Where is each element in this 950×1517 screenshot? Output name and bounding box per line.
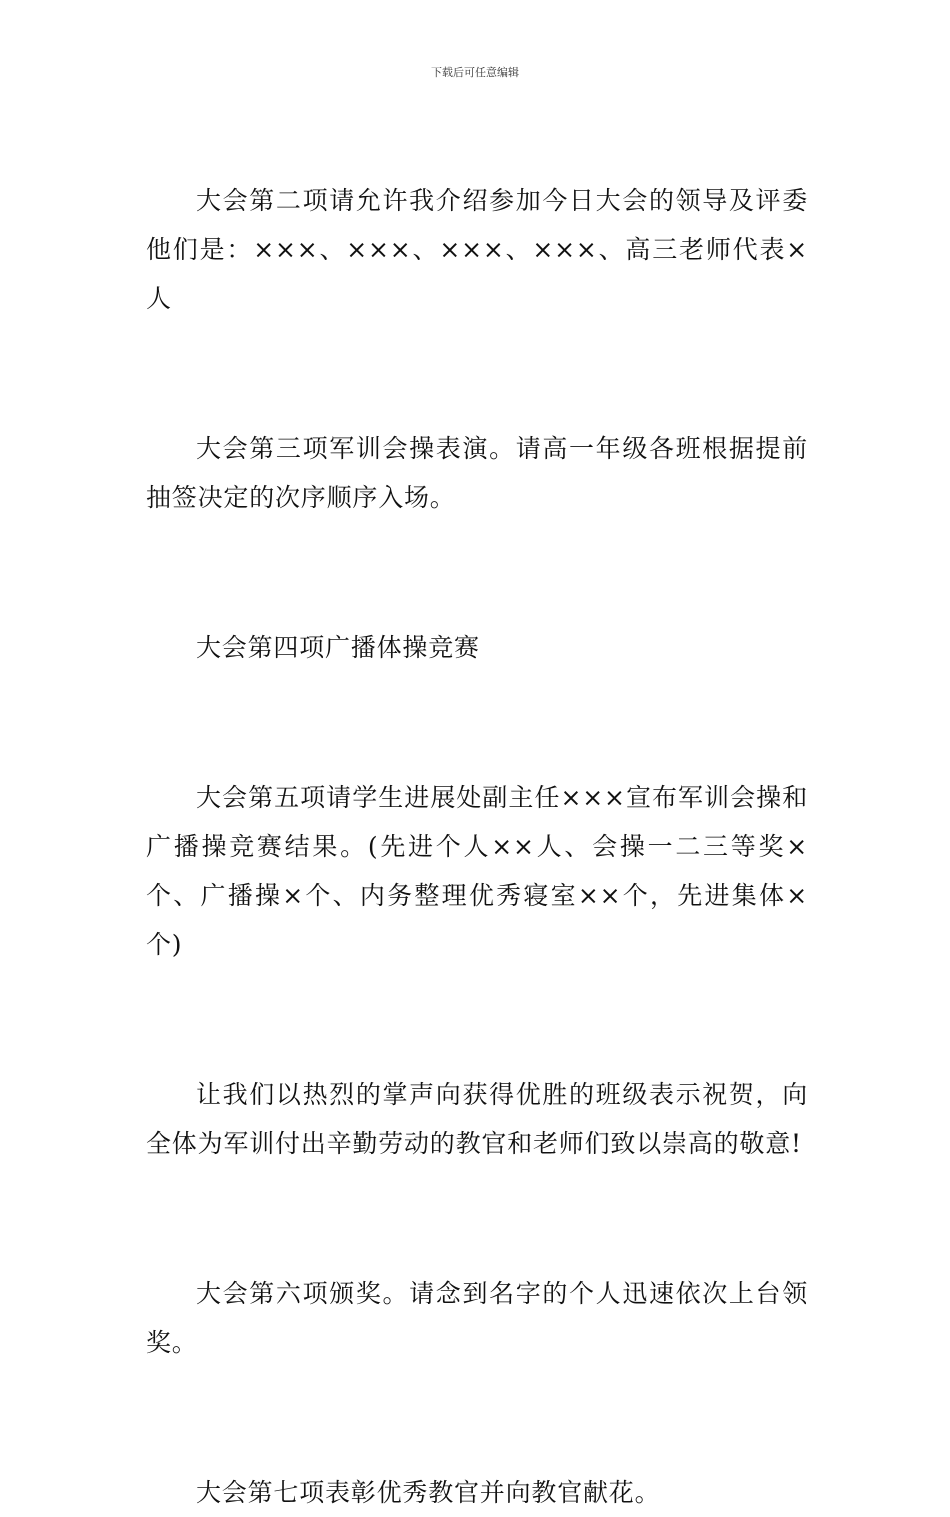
paragraph-item-5-results: 大会第五项请学生进展处副主任×××宣布军训会操和广播操竞赛结果。(先进个人××人、会操一二三等奖×个、广播操×个、内务整理优秀寝室××个，先进集体×个) [146,783,808,959]
paragraph-item-6-awards: 大会第六项颁奖。请念到名字的个人迅速依次上台领奖。 [146,1279,808,1357]
page-header: 下载后可任意编辑 [431,66,519,79]
paragraph-item-2-judges: 大会第二项请允许我介绍参加今日大会的领导及评委他们是：×××、×××、×××、×××、高三老师代表×人 [146,186,808,313]
paragraph-item-3-drill: 大会第三项军训会操表演。请高一年级各班根据提前抽签决定的次序顺序入场。 [146,434,808,512]
paragraph-item-7-instructors: 大会第七项表彰优秀教官并向教官献花。 [196,1478,661,1507]
document-body [146,176,808,1517]
paragraph-congratulations: 让我们以热烈的掌声向获得优胜的班级表示祝贺，向全体为军训付出辛勤劳动的教官和老师们致以崇高的敬意! [146,1080,808,1158]
paragraph-item-4-exercise-contest: 大会第四项广播体操竞赛 [196,633,480,662]
